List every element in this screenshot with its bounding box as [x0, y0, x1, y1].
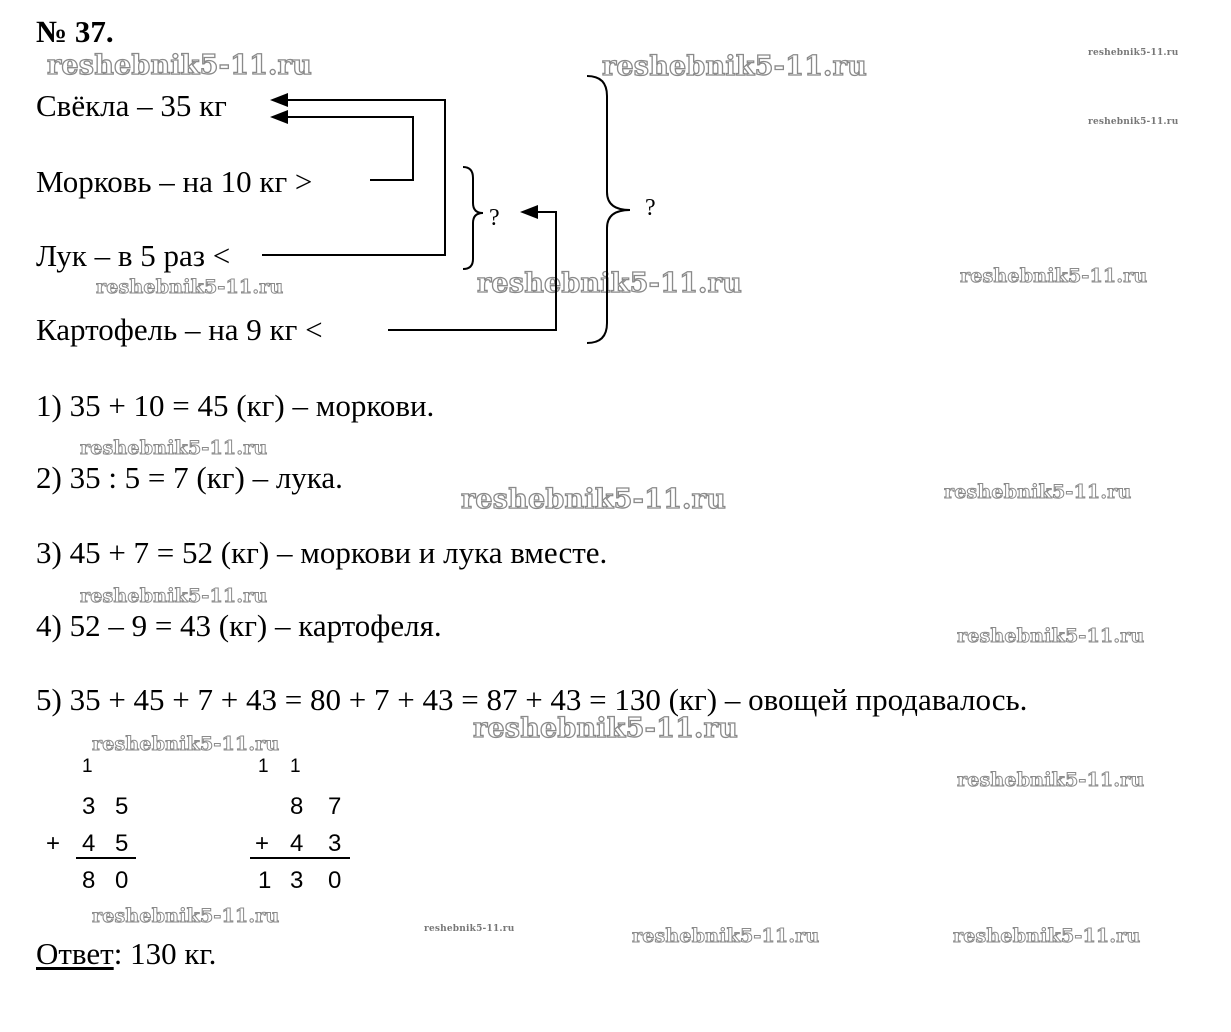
watermark: reshebnik5-11.ru [92, 733, 280, 755]
question-inner: ? [489, 205, 500, 231]
watermark: reshebnik5-11.ru [1088, 48, 1179, 58]
arrow-onion-to-beet [262, 100, 445, 255]
carry-digit: 1 [258, 756, 269, 777]
arrowhead-icon [270, 110, 288, 124]
digit: 4 [82, 830, 96, 857]
watermark: reshebnik5-11.ru [80, 437, 268, 459]
carry-digit: 1 [82, 756, 93, 777]
answer-label: Ответ [36, 936, 114, 971]
digit: 3 [328, 830, 342, 857]
step-4: 4) 52 – 9 = 43 (кг) – картофеля. [36, 608, 442, 643]
digit: 5 [115, 830, 129, 857]
watermark: reshebnik5-11.ru [957, 625, 1145, 647]
watermark: reshebnik5-11.ru [957, 769, 1145, 791]
plus-sign: + [255, 830, 270, 857]
watermark: reshebnik5-11.ru [424, 924, 515, 934]
step-1: 1) 35 + 10 = 45 (кг) – моркови. [36, 388, 435, 423]
digit: 0 [115, 867, 129, 894]
watermark: reshebnik5-11.ru [477, 268, 742, 299]
watermark: reshebnik5-11.ru [96, 276, 284, 298]
digit: 0 [328, 867, 342, 894]
digit: 1 [258, 867, 272, 894]
watermark: reshebnik5-11.ru [92, 905, 280, 927]
plus-sign: + [46, 830, 61, 857]
answer-text: : 130 кг. [113, 936, 217, 971]
watermark: reshebnik5-11.ru [80, 585, 268, 607]
scheme-carrot: Морковь – на 10 кг > [36, 164, 313, 199]
digit: 4 [290, 830, 304, 857]
digit: 8 [82, 867, 96, 894]
watermark: reshebnik5-11.ru [47, 50, 312, 81]
arrowhead-icon [270, 93, 288, 107]
step-3: 3) 45 + 7 = 52 (кг) – моркови и лука вместе. [36, 535, 608, 570]
step-2: 2) 35 : 5 = 7 (кг) – лука. [36, 460, 343, 495]
watermark: reshebnik5-11.ru [461, 484, 726, 515]
carry-digit: 1 [290, 756, 301, 777]
digit: 3 [290, 867, 304, 894]
watermark: reshebnik5-11.ru [960, 265, 1148, 287]
step-5: 5) 35 + 45 + 7 + 43 = 80 + 7 + 43 = 87 + 43 = 130 (кг) – овощей продавалось. [36, 682, 1028, 717]
problem-number: № 37. [36, 14, 114, 49]
arrow-carrot-to-beet [284, 117, 413, 180]
scheme-potato: Картофель – на 9 кг < [36, 312, 323, 347]
digit: 3 [82, 793, 96, 820]
scheme-beet: Свёкла – 35 кг [36, 88, 227, 123]
brace-outer [587, 76, 630, 343]
brace-inner [463, 167, 483, 269]
watermark: reshebnik5-11.ru [632, 925, 820, 947]
arrowhead-icon [520, 205, 538, 219]
watermark: reshebnik5-11.ru [602, 51, 867, 82]
answer [36, 938, 216, 969]
watermark: reshebnik5-11.ru [944, 481, 1132, 503]
question-outer: ? [645, 195, 656, 221]
watermark: reshebnik5-11.ru [473, 713, 738, 744]
scheme-onion: Лук – в 5 раз < [36, 238, 231, 273]
digit: 7 [328, 793, 342, 820]
digit: 5 [115, 793, 129, 820]
watermark: reshebnik5-11.ru [1088, 117, 1179, 127]
digit: 8 [290, 793, 304, 820]
watermark: reshebnik5-11.ru [953, 925, 1141, 947]
